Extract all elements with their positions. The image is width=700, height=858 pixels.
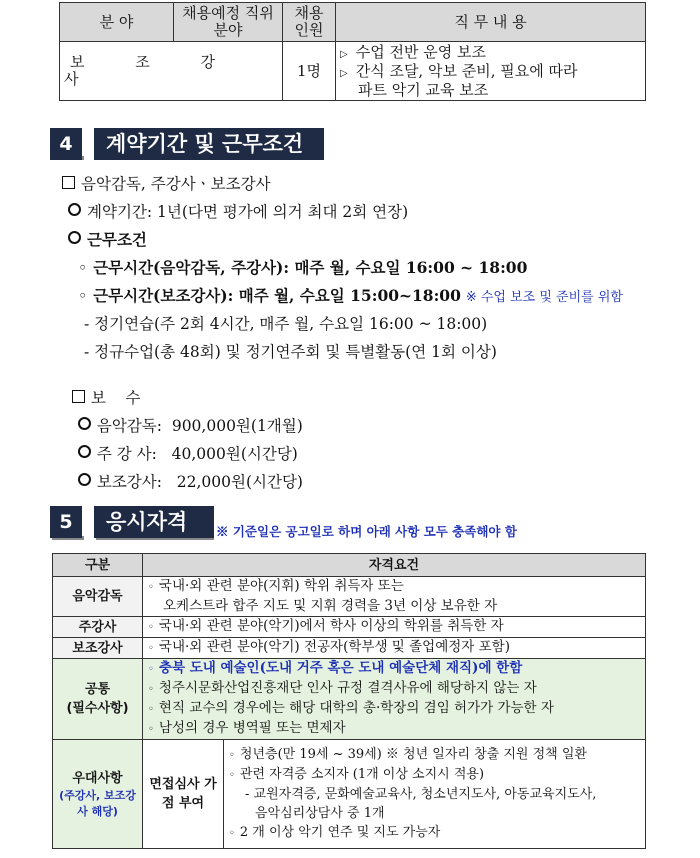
section-4-title: 계약기간 및 근무조건	[94, 128, 324, 160]
section-5-title: 응시자격	[94, 506, 214, 538]
table-row	[53, 577, 646, 617]
triangle-icon: ▷	[340, 48, 348, 60]
position-table-header	[60, 3, 646, 42]
regular-class: - 정규수업(총 48회) 및 정기연주회 및 특별활동(연 1회 이상)	[84, 343, 497, 361]
cell-field: 보 조 강 사	[60, 42, 283, 101]
contract-period: 계약기간: 1년(다면 평가에 의거 최대 2회 연장)	[68, 200, 408, 222]
header-category: 구분	[53, 554, 143, 577]
target-line: 음악감독, 주강사ㆍ보조강사	[62, 172, 271, 194]
label-interview-bonus: 면접심사 가점 부여	[143, 740, 224, 849]
req-preference: ◦ 청년층(만 19세 ~ 39세) ※ 청년 일자리 창출 지원 정책 일환 ◦ 관련 자격증 소지자 (1개 이상 소지시 적용) - 교원자격증, 문화예술교육사, 청소년지도사, 아동교육지도사, 음악심리상담사 중 1개 ◦ 2 개 이상 악기 연주 및 지도 가능자	[224, 740, 646, 849]
circle-bullet-icon	[68, 203, 81, 216]
header-count: 채용 인원	[283, 3, 336, 42]
table-row	[53, 740, 646, 849]
regular-practice: - 정기연습(주 2회 4시간, 매주 월, 수요일 16:00 ~ 18:00)	[84, 315, 488, 333]
label-preference: 우대사항 (주강사, 보조강사 해당)	[53, 740, 143, 849]
triangle-icon: ▷	[340, 67, 348, 79]
hours-main: ◦ 근무시간(음악감독, 주강사): 매주 월, 수요일 16:00 ~ 18:00	[78, 258, 528, 277]
section-5-number: 5	[50, 506, 82, 538]
table-row	[53, 638, 646, 659]
label-assistant: 보조강사	[53, 638, 143, 659]
section-4-number: 4	[50, 128, 82, 160]
header-duties: 직 무 내 용	[336, 3, 646, 42]
circle-bullet-icon	[78, 473, 91, 486]
req-main-instructor: ◦ 국내·외 관련 분야(악기)에서 학사 이상의 학위를 취득한 자	[143, 617, 646, 638]
cell-duties: ▷ 수업 전반 운영 보조 ▷ 간식 조달, 악보 준비, 필요에 따라 파트 악기 교육 보조	[336, 42, 646, 101]
pay-main-instructor: 주 강 사: 40,000원(시간당)	[68, 424, 298, 464]
table-row	[53, 617, 646, 638]
label-main-instructor: 주강사	[53, 617, 143, 638]
req-common: ◦ 충북 도내 예술인(도내 거주 혹은 도내 예술단체 재직)에 한함 ◦ 청주시문화산업진흥재단 인사 규정 결격사유에 해당하지 않는 자 ◦ 현직 교수의 경우에는 해당 대학의 총·학장의 겸임 허가가 가능한 자 ◦ 남성의 경우 병역필 또는 면제자	[143, 659, 646, 740]
label-music-director: 음악감독	[53, 577, 143, 617]
header-field: 분 야	[60, 3, 174, 42]
pay-music-director: 음악감독: 900,000원(1개월)	[68, 396, 303, 436]
pay-assistant: 보조강사: 22,000원(시간당)	[68, 452, 303, 492]
circle-bullet-icon	[68, 231, 81, 244]
cell-count: 1명	[283, 42, 336, 101]
header-requirements: 자격요건	[143, 554, 646, 577]
hours-assistant-note: ※ 수업 보조 및 준비를 위함	[465, 290, 623, 305]
table-row	[60, 42, 646, 101]
table-row	[53, 659, 646, 740]
req-assistant: ◦ 국내·외 관련 분야(악기) 전공자(학부생 및 졸업예정자 포함)	[143, 638, 646, 659]
section-5-note: ※ 기준일은 공고일로 하며 아래 사항 모두 충족해야 함	[216, 524, 517, 539]
label-common: 공통 (필수사항)	[53, 659, 143, 740]
pay-label: 보 수	[62, 368, 141, 408]
conditions-label: 근무조건	[68, 228, 147, 250]
qualification-table	[52, 553, 646, 849]
header-position: 채용예정 직위분야	[174, 3, 283, 42]
checkbox-square-icon	[62, 176, 75, 189]
hours-assistant: ◦ 근무시간(보조강사): 매주 월, 수요일 15:00~18:00 ※ 수업 보조 및 준비를 위함	[78, 286, 623, 305]
qualification-header	[53, 554, 646, 577]
position-table	[59, 2, 646, 101]
req-music-director: ◦ 국내·외 관련 분야(지휘) 학위 취득자 또는 오케스트라 합주 지도 및 지휘 경력을 3년 이상 보유한 자	[143, 577, 646, 617]
